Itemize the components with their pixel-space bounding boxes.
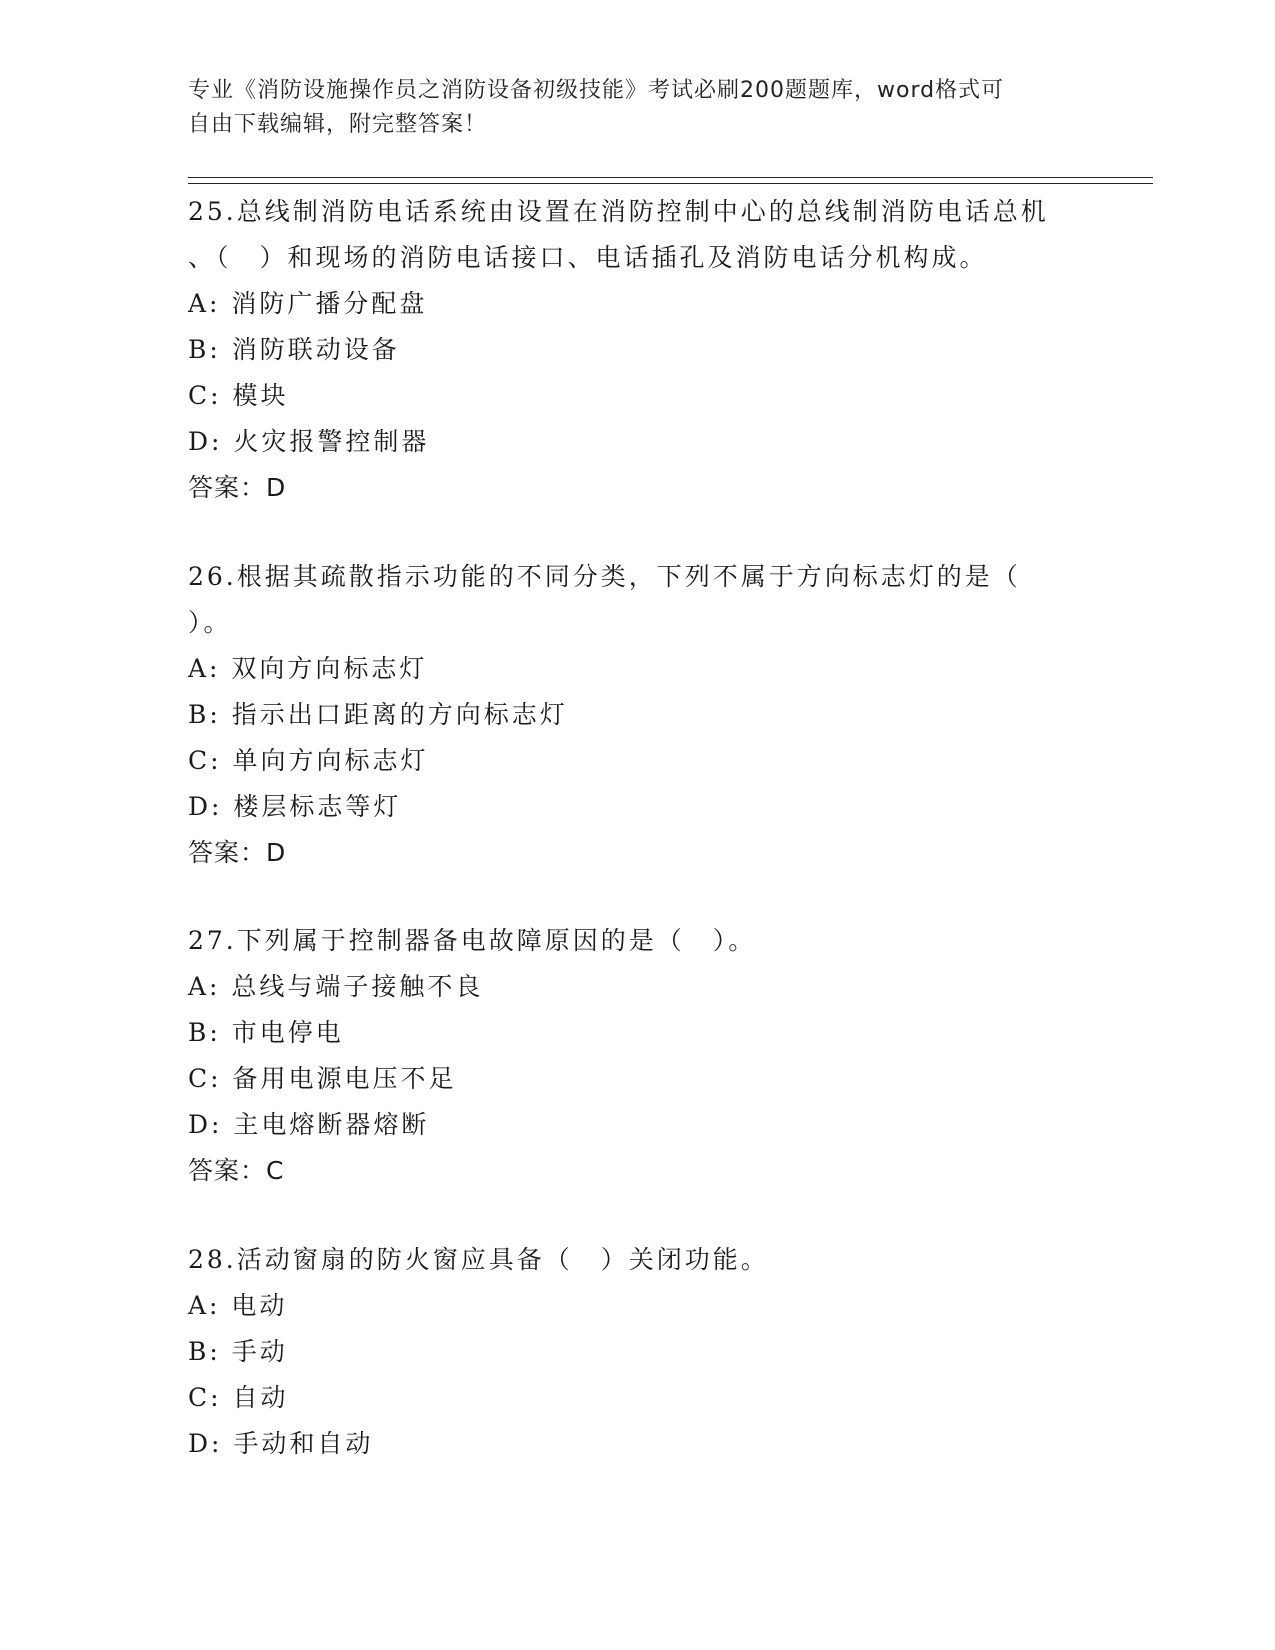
option-b: B: 手动 bbox=[188, 1337, 288, 1366]
option-b: B: 指示出口距离的方向标志灯 bbox=[188, 700, 568, 729]
option-a: A: 双向方向标志灯 bbox=[188, 654, 428, 683]
question-stem: 28.活动窗扇的防火窗应具备（ ）关闭功能。 bbox=[188, 1245, 769, 1274]
question-27 bbox=[188, 918, 1088, 1194]
header-line-1: 专业《消防设施操作员之消防设备初级技能》考试必刷200题题库，word格式可 bbox=[188, 78, 1005, 103]
answer: 答案：D bbox=[188, 838, 287, 867]
option-c: C: 模块 bbox=[188, 381, 289, 410]
option-a: A: 消防广播分配盘 bbox=[188, 289, 428, 318]
option-d: D: 火灾报警控制器 bbox=[188, 427, 430, 456]
document-header bbox=[188, 74, 1088, 142]
option-c: C: 自动 bbox=[188, 1383, 289, 1412]
option-d: D: 楼层标志等灯 bbox=[188, 792, 402, 821]
option-d: D: 手动和自动 bbox=[188, 1429, 374, 1458]
answer: 答案：C bbox=[188, 1156, 285, 1185]
option-c: C: 备用电源电压不足 bbox=[188, 1064, 457, 1093]
option-a: A: 电动 bbox=[188, 1291, 288, 1320]
question-25 bbox=[188, 189, 1088, 511]
question-stem: 25.总线制消防电话系统由设置在消防控制中心的总线制消防电话总机 bbox=[188, 197, 1049, 226]
question-stem-continued: 、（ ）和现场的消防电话接口、电话插孔及消防电话分机构成。 bbox=[188, 243, 988, 272]
option-a: A: 总线与端子接触不良 bbox=[188, 972, 484, 1001]
header-divider-bottom bbox=[188, 183, 1153, 184]
option-d: D: 主电熔断器熔断 bbox=[188, 1110, 430, 1139]
option-c: C: 单向方向标志灯 bbox=[188, 746, 429, 775]
answer: 答案：D bbox=[188, 473, 287, 502]
question-stem-continued: ）。 bbox=[188, 608, 232, 637]
question-stem: 26.根据其疏散指示功能的不同分类，下列不属于方向标志灯的是（ bbox=[188, 562, 1021, 591]
header-line-2: 自由下载编辑，附完整答案！ bbox=[188, 112, 488, 137]
question-28 bbox=[188, 1237, 1088, 1467]
question-26 bbox=[188, 554, 1088, 876]
header-divider-top bbox=[188, 177, 1153, 178]
option-b: B: 消防联动设备 bbox=[188, 335, 400, 364]
option-b: B: 市电停电 bbox=[188, 1018, 344, 1047]
question-stem: 27.下列属于控制器备电故障原因的是（ ）。 bbox=[188, 926, 757, 955]
